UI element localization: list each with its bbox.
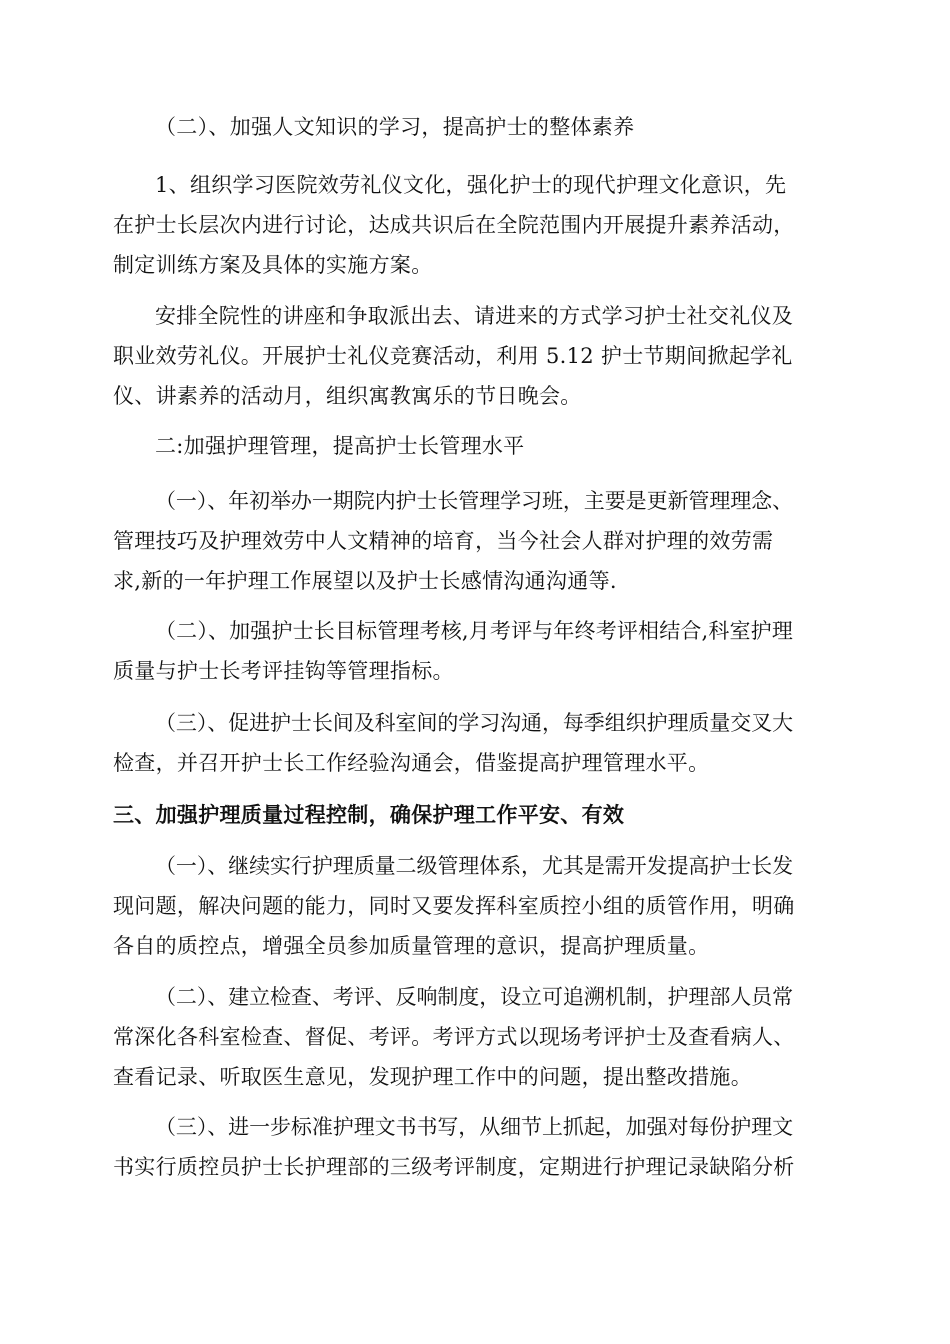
paragraph-line: 各自的质控点，增强全员参加质量管理的意识，提高护理质量。 [113, 934, 710, 958]
paragraph-line: 安排全院性的讲座和争取派出去、请进来的方式学习护士社交礼仪及 [155, 304, 793, 328]
paragraph-line: （二）、加强护士长目标管理考核,月考评与年终考评相结合,科室护理 [155, 619, 793, 643]
paragraph-management-heading [113, 426, 835, 466]
paragraph-line: 职业效劳礼仪。开展护士礼仪竞赛活动，利用 5.12 护士节期间掀起学礼 [113, 344, 793, 368]
paragraph-line: 二:加强护理管理，提高护士长管理水平 [155, 434, 525, 458]
paragraph-humanities-heading [113, 107, 835, 147]
paragraph-etiquette-culture [113, 165, 835, 285]
paragraph-line: 求,新的一年护理工作展望以及护士长感情沟通沟通等. [113, 569, 617, 593]
paragraph-line: （二）、加强人文知识的学习，提高护士的整体素养 [155, 115, 635, 139]
paragraph-target-assessment [113, 611, 835, 691]
paragraph-line: （一）、继续实行护理质量二级管理体系，尤其是需开发提高护士长发 [155, 854, 794, 878]
paragraph-line: 质量与护士长考评挂钩等管理指标。 [113, 659, 454, 683]
paragraph-line: （二）、建立检查、考评、反响制度，设立可追溯机制，护理部人员常 [155, 985, 794, 1009]
paragraph-line: 仪、讲素养的活动月，组织寓教寓乐的节日晚会。 [113, 384, 582, 408]
section-heading-quality-control [113, 795, 835, 835]
paragraph-line: 制定训练方案及具体的实施方案。 [113, 253, 433, 277]
paragraph-line: 常深化各科室检查、督促、考评。考评方式以现场考评护士及查看病人、 [113, 1025, 795, 1049]
paragraph-nursing-documents [113, 1107, 835, 1187]
paragraph-line: （一）、年初举办一期院内护士长管理学习班，主要是更新管理理念、 [155, 489, 794, 513]
paragraph-line: （三）、进一步标准护理文书书写，从细节上抓起，加强对每份护理文 [155, 1115, 794, 1139]
paragraph-lectures [113, 296, 835, 416]
paragraph-line: （三）、促进护士长间及科室间的学习沟通，每季组织护理质量交叉大 [155, 711, 794, 735]
paragraph-line: 现问题，解决问题的能力，同时又要发挥科室质控小组的质管作用，明确 [113, 894, 795, 918]
paragraph-line: 检查，并召开护士长工作经验沟通会，借鉴提高护理管理水平。 [113, 751, 710, 775]
paragraph-line: 管理技巧及护理效劳中人文精神的培育，当今社会人群对护理的效劳需 [113, 529, 774, 553]
paragraph-two-level-system [113, 846, 835, 966]
paragraph-line: 在护士长层次内进行讨论，达成共识后在全院范围内开展提升素养活动， [113, 213, 795, 237]
paragraph-line: 查看记录、听取医生意见，发现护理工作中的问题，提出整改措施。 [113, 1065, 752, 1089]
paragraph-training-class [113, 481, 835, 601]
paragraph-inspection-system [113, 977, 835, 1097]
heading-text: 三、加强护理质量过程控制，确保护理工作平安、有效 [113, 802, 625, 827]
paragraph-line: 1、组织学习医院效劳礼仪文化，强化护士的现代护理文化意识，先 [155, 173, 787, 197]
paragraph-line: 书实行质控员护士长护理部的三级考评制度，定期进行护理记录缺陷分析 [113, 1155, 795, 1179]
paragraph-communication [113, 703, 835, 783]
